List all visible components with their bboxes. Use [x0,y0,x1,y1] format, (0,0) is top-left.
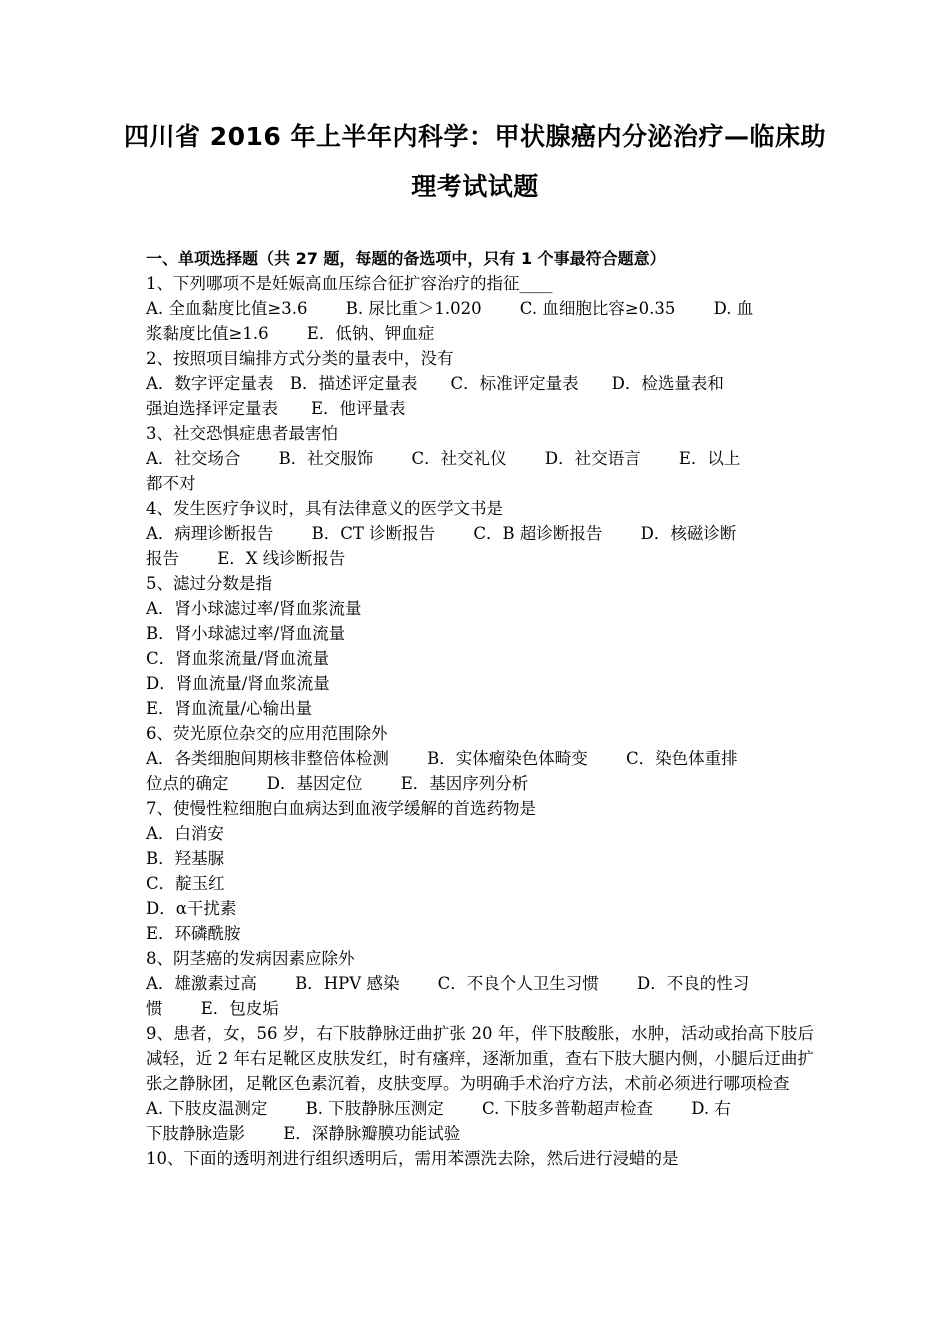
option-line: D．肾血流量/肾血浆流量 [146,674,330,693]
question-item [146,1146,814,1171]
question-item [146,721,814,796]
option-line: 强迫选择评定量表 E．他评量表 [146,399,406,418]
question-item [146,571,814,721]
question-stem: 6、荧光原位杂交的应用范围除外 [146,724,388,743]
option-line: A．数字评定量表 B．描述评定量表 C．标准评定量表 D．检选量表和 [146,374,724,393]
option-line: A．社交场合 B．社交服饰 C．社交礼仪 D．社交语言 E．以上 [146,449,741,468]
document-body [146,246,814,1171]
question-item [146,496,814,571]
option-line: A．肾小球滤过率/肾血浆流量 [146,599,362,618]
question-stem: 4、发生医疗争议时，具有法律意义的医学文书是 [146,499,503,518]
option-line: 位点的确定 D．基因定位 E．基因序列分析 [146,774,529,793]
question-item [146,271,814,346]
question-stem: 10、下面的透明剂进行组织透明后，需用苯漂洗去除，然后进行浸蜡的是 [146,1149,679,1168]
option-line: A．雄激素过高 B．HPV 感染 C．不良个人卫生习惯 D．不良的性习 [146,974,750,993]
option-line: A．白消安 [146,824,224,843]
option-line: 下肢静脉造影 E．深静脉瓣膜功能试验 [146,1124,461,1143]
document-title: 四川省 2016 年上半年内科学：甲状腺癌内分泌治疗—临床助理考试试题 [124,122,826,201]
option-line: 都不对 [146,474,196,493]
question-item [146,346,814,421]
option-line: D．α干扰素 [146,899,237,918]
question-stem: 5、滤过分数是指 [146,574,272,593]
question-list [146,271,814,1171]
question-stem: 9、患者，女，56 岁，右下肢静脉迂曲扩张 20 年，伴下肢酸胀，水肿，活动或抬高下肢后减轻，近 2 年右足靴区皮肤发红，时有瘙痒，逐渐加重，查右下肢大腿内侧，小腿后迂曲扩张之静脉团，足靴区色素沉着，皮肤变厚。为明确手术治疗方法，术前必须进行哪项检查 [146,1024,814,1093]
question-item [146,946,814,1021]
option-line: B．肾小球滤过率/肾血流量 [146,624,346,643]
question-stem: 3、社交恐惧症患者最害怕 [146,424,338,443]
question-item [146,1021,814,1146]
question-stem: 1、下列哪项不是妊娠高血压综合征扩容治疗的指征____ [146,274,553,293]
option-line: A．各类细胞间期核非整倍体检测 B．实体瘤染色体畸变 C．染色体重排 [146,749,738,768]
option-line: C．靛玉红 [146,874,225,893]
question-stem: 7、使慢性粒细胞白血病达到血液学缓解的首选药物是 [146,799,536,818]
option-line: A. 全血黏度比值≥3.6 B. 尿比重＞1.020 C. 血细胞比容≥0.35 D. 血 [146,299,754,318]
option-line: E．肾血流量/心输出量 [146,699,313,718]
option-line: E．环磷酰胺 [146,924,241,943]
option-line: 惯 E．包皮垢 [146,999,279,1018]
option-line: 浆黏度比值≥1.6 E．低钠、钾血症 [146,324,435,343]
option-line: B．羟基脲 [146,849,225,868]
option-line: A．病理诊断报告 B．CT 诊断报告 C．B 超诊断报告 D．核磁诊断 [146,524,737,543]
option-line: A. 下肢皮温测定 B. 下肢静脉压测定 C. 下肢多普勒超声检查 D. 右 [146,1099,731,1118]
question-item [146,421,814,496]
question-item [146,796,814,946]
section-heading: 一、单项选择题（共 27 题，每题的备选项中，只有 1 个事最符合题意） [146,249,666,268]
question-stem: 8、阴茎癌的发病因素应除外 [146,949,355,968]
option-line: C．肾血浆流量/肾血流量 [146,649,330,668]
question-stem: 2、按照项目编排方式分类的量表中，没有 [146,349,454,368]
option-line: 报告 E．X 线诊断报告 [146,549,346,568]
